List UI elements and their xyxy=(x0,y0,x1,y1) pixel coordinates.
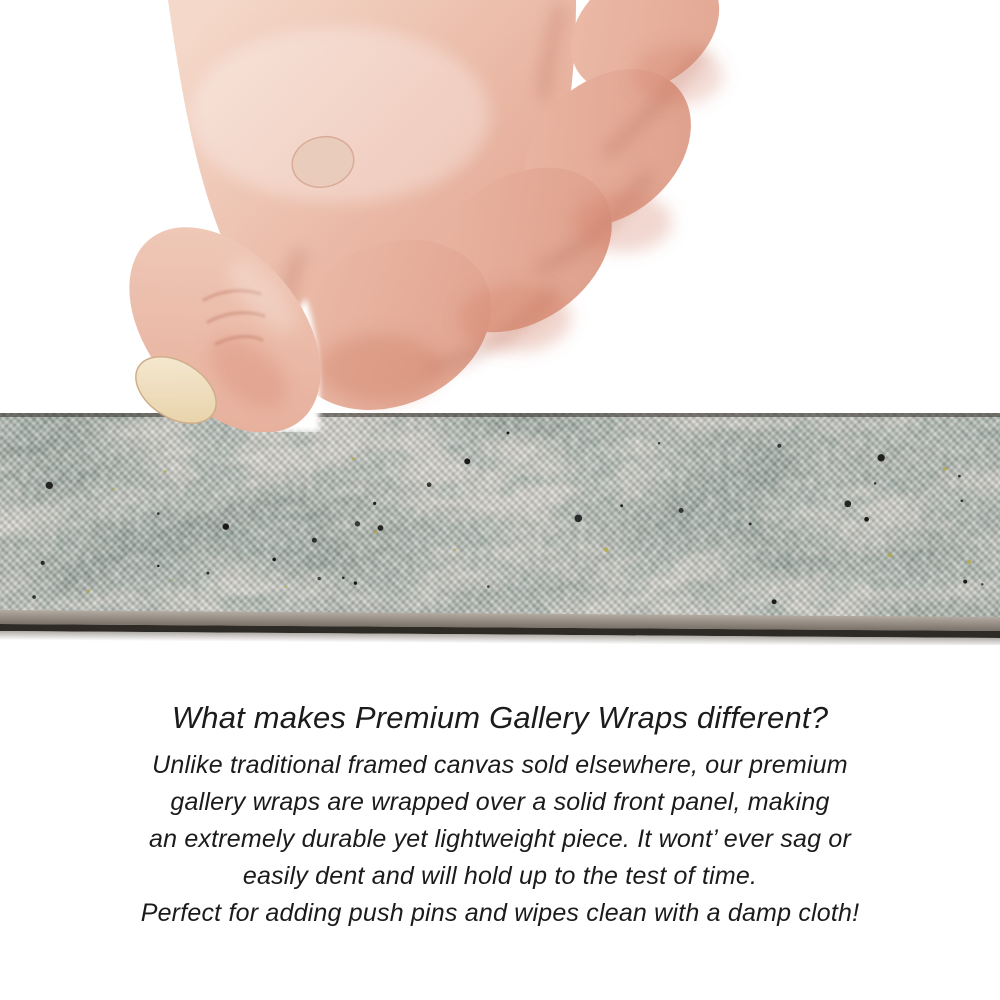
caption-line: an extremely durable yet lightweight piece. It wont’ ever sag or xyxy=(148,825,852,853)
canvas-strip xyxy=(0,413,1000,645)
caption-line: easily dent and will hold up to the test of time. xyxy=(242,862,758,890)
caption-line: gallery wraps are wrapped over a solid front panel, making xyxy=(170,788,830,816)
caption-line: Perfect for adding push pins and wipes clean with a damp cloth! xyxy=(140,899,860,927)
canvas-strip-photo xyxy=(0,413,1000,645)
hand-photo xyxy=(0,0,1000,432)
caption-title: What makes Premium Gallery Wraps different? xyxy=(171,700,829,735)
hand-illustration xyxy=(0,0,1000,432)
canvas-weave-cross xyxy=(0,413,1000,619)
caption-block xyxy=(0,698,1000,932)
caption-line: Unlike traditional framed canvas sold elsewhere, our premium xyxy=(152,751,848,779)
